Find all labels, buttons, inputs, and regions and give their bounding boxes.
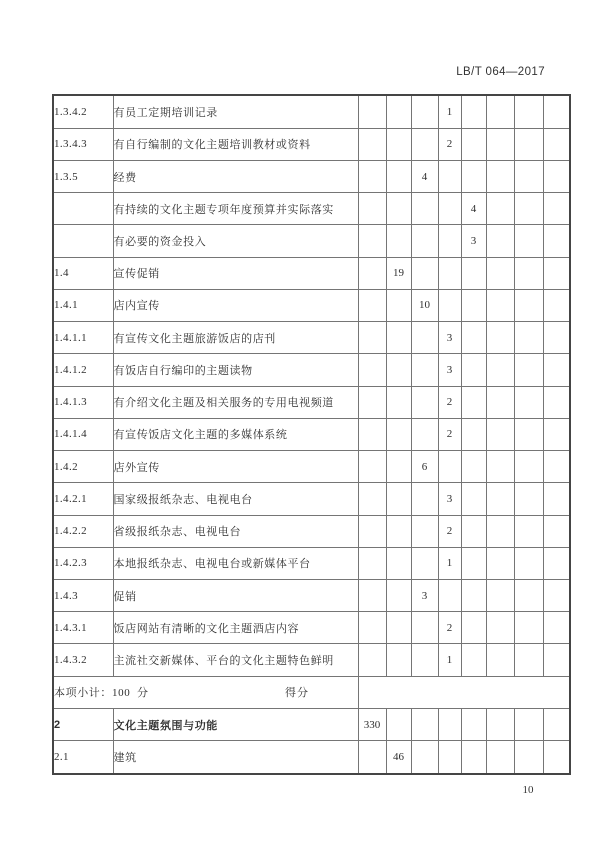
score-cell (543, 708, 570, 740)
score-cell: 19 (386, 257, 411, 289)
score-cell (411, 418, 438, 450)
table-row (53, 515, 570, 547)
score-cell (514, 579, 543, 611)
row-number-cell: 1.3.5 (53, 160, 113, 192)
row-number-cell: 1.4.3 (53, 579, 113, 611)
row-number-cell: 1.4.2.2 (53, 515, 113, 547)
score-cell (386, 644, 411, 676)
score-cell (543, 95, 570, 128)
score-cell: 3 (411, 579, 438, 611)
score-cell (438, 160, 461, 192)
item-name-cell: 有自行编制的文化主题培训教材或资料 (113, 128, 358, 160)
table-row (53, 741, 570, 774)
score-cell (514, 483, 543, 515)
table-row (53, 418, 570, 450)
score-cell (486, 193, 514, 225)
row-number-cell: 1.4.2.1 (53, 483, 113, 515)
standard-code: LB/T 064—2017 (456, 66, 545, 78)
score-cell (411, 741, 438, 774)
score-cell: 2 (438, 515, 461, 547)
score-cell (543, 451, 570, 483)
score-cell (358, 128, 386, 160)
table-row (53, 547, 570, 579)
row-number-cell: 1.4.2 (53, 451, 113, 483)
score-cell (543, 644, 570, 676)
item-name-cell: 促销 (113, 579, 358, 611)
score-cell (411, 225, 438, 257)
score-cell (461, 547, 486, 579)
row-number-cell (53, 225, 113, 257)
table-row (53, 322, 570, 354)
score-cell (438, 451, 461, 483)
item-name-cell: 国家级报纸杂志、电视电台 (113, 483, 358, 515)
score-cell: 2 (438, 418, 461, 450)
table-row (53, 354, 570, 386)
score-cell (543, 579, 570, 611)
score-cell (486, 95, 514, 128)
score-cell (461, 708, 486, 740)
score-cell: 1 (438, 644, 461, 676)
score-cell (411, 483, 438, 515)
score-cell (486, 483, 514, 515)
score-cell (411, 547, 438, 579)
score-cell (486, 160, 514, 192)
table-row (53, 225, 570, 257)
item-name-cell: 文化主题氛围与功能 (113, 708, 358, 740)
score-cell (438, 257, 461, 289)
score-cell (461, 741, 486, 774)
score-cell (461, 95, 486, 128)
row-number-cell: 1.4 (53, 257, 113, 289)
score-cell (386, 160, 411, 192)
score-cell (486, 515, 514, 547)
score-cell (358, 741, 386, 774)
score-cell (461, 644, 486, 676)
table-row (53, 579, 570, 611)
score-cell (411, 193, 438, 225)
score-cell (486, 644, 514, 676)
score-cell (514, 225, 543, 257)
row-number-cell: 1.3.4.2 (53, 95, 113, 128)
score-cell (461, 322, 486, 354)
score-cell (358, 515, 386, 547)
score-cell (358, 160, 386, 192)
score-cell (543, 322, 570, 354)
score-cell (411, 708, 438, 740)
score-cell (386, 515, 411, 547)
score-cell (358, 322, 386, 354)
score-cell (461, 160, 486, 192)
score-cell (461, 386, 486, 418)
score-cell: 3 (438, 483, 461, 515)
score-cell: 6 (411, 451, 438, 483)
item-name-cell: 有宣传饭店文化主题的多媒体系统 (113, 418, 358, 450)
score-cell (411, 257, 438, 289)
score-cell (486, 708, 514, 740)
score-cell (543, 128, 570, 160)
score-cell (411, 354, 438, 386)
row-number-cell: 1.3.4.3 (53, 128, 113, 160)
score-cell (486, 289, 514, 321)
score-cell (514, 515, 543, 547)
score-cell (358, 418, 386, 450)
score-cell: 10 (411, 289, 438, 321)
score-cell: 3 (438, 354, 461, 386)
score-cell (358, 644, 386, 676)
score-cell (358, 579, 386, 611)
row-number-cell: 1.4.3.1 (53, 612, 113, 644)
score-cell (358, 354, 386, 386)
score-cell (386, 386, 411, 418)
item-name-cell: 店内宣传 (113, 289, 358, 321)
score-cell (358, 289, 386, 321)
score-cell (461, 418, 486, 450)
score-cell: 330 (358, 708, 386, 740)
score-cell (543, 418, 570, 450)
score-cell (543, 257, 570, 289)
score-cell: 1 (438, 547, 461, 579)
page-number: 10 (522, 784, 534, 796)
score-cell (386, 354, 411, 386)
score-cell (543, 483, 570, 515)
score-cell (386, 547, 411, 579)
score-cell (514, 386, 543, 418)
score-cell (386, 322, 411, 354)
score-cell (358, 451, 386, 483)
score-cell (358, 483, 386, 515)
score-cell (386, 128, 411, 160)
score-cell (514, 451, 543, 483)
score-cell (486, 547, 514, 579)
score-cell (438, 289, 461, 321)
item-name-cell: 有饭店自行编印的主题读物 (113, 354, 358, 386)
score-label: 得分 (285, 687, 309, 700)
score-cell (411, 515, 438, 547)
score-cell (358, 547, 386, 579)
score-cell (358, 386, 386, 418)
score-cell (461, 354, 486, 386)
item-name-cell: 有宣传文化主题旅游饭店的店刊 (113, 322, 358, 354)
score-cell (411, 612, 438, 644)
score-cell (386, 193, 411, 225)
score-cell (514, 193, 543, 225)
score-cell (514, 257, 543, 289)
item-name-cell: 省级报纸杂志、电视电台 (113, 515, 358, 547)
table-row (53, 644, 570, 676)
score-cell (438, 579, 461, 611)
score-cell (358, 193, 386, 225)
score-cell (386, 451, 411, 483)
score-cell (486, 451, 514, 483)
table-row (53, 289, 570, 321)
table-row (53, 193, 570, 225)
row-number-cell (53, 193, 113, 225)
score-cell (543, 612, 570, 644)
table-row (53, 128, 570, 160)
subtotal-label: 本项小计：100 分 (54, 687, 149, 700)
score-cell: 1 (438, 95, 461, 128)
score-cell (543, 547, 570, 579)
score-cell (461, 515, 486, 547)
row-number-cell: 1.4.3.2 (53, 644, 113, 676)
item-name-cell: 有介绍文化主题及相关服务的专用电视频道 (113, 386, 358, 418)
score-cell: 4 (461, 193, 486, 225)
item-name-cell: 店外宣传 (113, 451, 358, 483)
score-cell (461, 257, 486, 289)
score-cell (358, 257, 386, 289)
score-cell (543, 160, 570, 192)
row-number-cell: 1.4.1.1 (53, 322, 113, 354)
score-cell (461, 128, 486, 160)
score-cell (486, 128, 514, 160)
score-cell: 2 (438, 128, 461, 160)
score-cell (514, 741, 543, 774)
score-cell: 2 (438, 386, 461, 418)
score-cell (386, 95, 411, 128)
table-row (53, 451, 570, 483)
score-cell (411, 95, 438, 128)
table-row (53, 612, 570, 644)
score-cell: 4 (411, 160, 438, 192)
score-cell (486, 322, 514, 354)
score-cell (461, 289, 486, 321)
score-cell (543, 289, 570, 321)
score-cell (411, 644, 438, 676)
score-cell (514, 708, 543, 740)
score-cell (358, 95, 386, 128)
score-cell (386, 225, 411, 257)
item-name-cell: 有必要的资金投入 (113, 225, 358, 257)
item-name-cell: 有持续的文化主题专项年度预算并实际落实 (113, 193, 358, 225)
score-cell (486, 225, 514, 257)
score-cell (386, 579, 411, 611)
score-cell (514, 612, 543, 644)
score-cell: 46 (386, 741, 411, 774)
score-cell: 3 (438, 322, 461, 354)
item-name-cell: 经费 (113, 160, 358, 192)
row-number-cell: 1.4.1.2 (53, 354, 113, 386)
score-cell (486, 386, 514, 418)
row-number-cell: 1.4.1.3 (53, 386, 113, 418)
score-cell (514, 322, 543, 354)
score-cell (543, 386, 570, 418)
score-cell (386, 708, 411, 740)
score-cell (411, 386, 438, 418)
score-cell (438, 708, 461, 740)
table-row (53, 386, 570, 418)
score-cell (514, 128, 543, 160)
item-name-cell: 主流社交新媒体、平台的文化主题特色鲜明 (113, 644, 358, 676)
score-cell (461, 612, 486, 644)
score-cell: 2 (438, 612, 461, 644)
score-cell (411, 128, 438, 160)
score-cell (486, 257, 514, 289)
row-number-cell: 1.4.1.4 (53, 418, 113, 450)
score-cell (486, 579, 514, 611)
score-cell (486, 418, 514, 450)
table-row (53, 95, 570, 128)
table-row (53, 483, 570, 515)
score-cell (438, 741, 461, 774)
row-number-cell: 2 (53, 708, 113, 740)
table-row (53, 257, 570, 289)
score-cell (514, 160, 543, 192)
score-cell (438, 225, 461, 257)
row-number-cell: 1.4.1 (53, 289, 113, 321)
score-cell (386, 289, 411, 321)
score-cell (486, 354, 514, 386)
item-name-cell: 建筑 (113, 741, 358, 774)
score-cell (386, 483, 411, 515)
score-cell (438, 193, 461, 225)
score-cell (411, 322, 438, 354)
score-cell (358, 612, 386, 644)
item-name-cell: 饭店网站有清晰的文化主题酒店内容 (113, 612, 358, 644)
table-row (53, 160, 570, 192)
score-cell (514, 644, 543, 676)
score-table (52, 94, 571, 775)
score-cell: 3 (461, 225, 486, 257)
score-cell (514, 418, 543, 450)
table-row (53, 708, 570, 740)
score-cell (543, 225, 570, 257)
row-number-cell: 2.1 (53, 741, 113, 774)
item-name-cell: 有员工定期培训记录 (113, 95, 358, 128)
score-cell (543, 193, 570, 225)
item-name-cell: 本地报纸杂志、电视电台或新媒体平台 (113, 547, 358, 579)
score-cell (461, 483, 486, 515)
score-cell (514, 289, 543, 321)
subtotal-row (53, 676, 570, 708)
score-cell (543, 354, 570, 386)
item-name-cell: 宣传促销 (113, 257, 358, 289)
score-cell (486, 612, 514, 644)
score-cell (514, 95, 543, 128)
score-cell (514, 547, 543, 579)
score-cell (386, 612, 411, 644)
subtotal-score-cell (358, 676, 570, 708)
score-cell (386, 418, 411, 450)
subtotal-left-cell (53, 676, 358, 708)
score-cell (543, 515, 570, 547)
score-cell (543, 741, 570, 774)
score-cell (358, 225, 386, 257)
score-cell (461, 579, 486, 611)
score-cell (514, 354, 543, 386)
score-cell (486, 741, 514, 774)
row-number-cell: 1.4.2.3 (53, 547, 113, 579)
score-cell (461, 451, 486, 483)
